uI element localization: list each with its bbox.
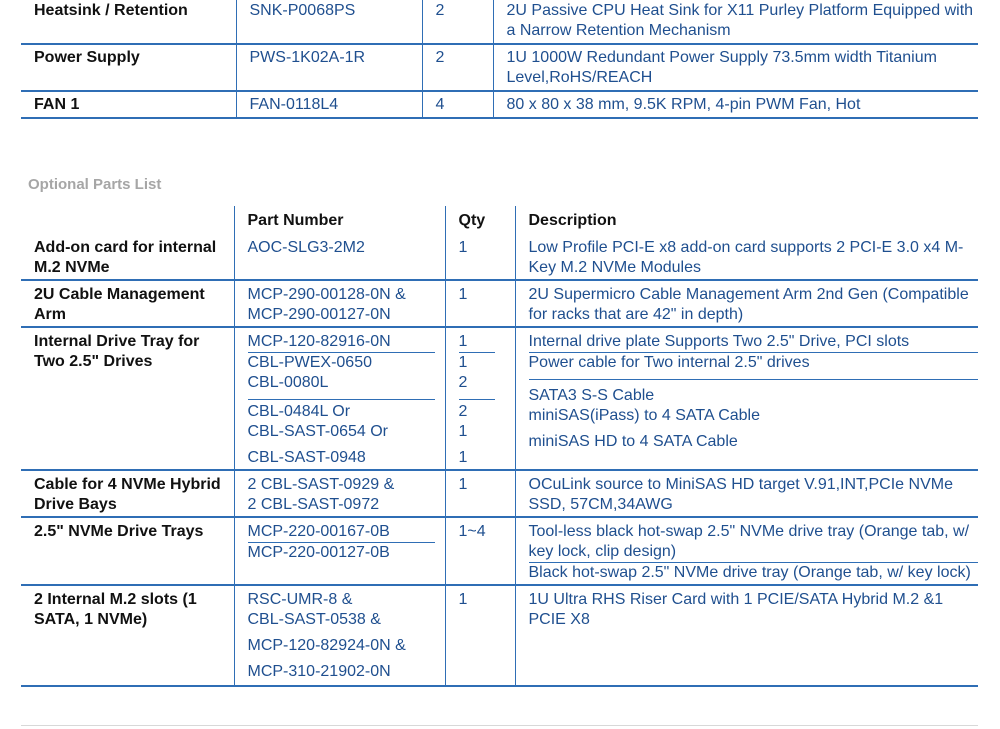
desc-line: 1U Ultra RHS Riser Card with 1 PCIE/SATA Hybrid M.2 &1 PCIE X8 <box>528 591 944 628</box>
table-row <box>21 585 978 686</box>
part-line: 2 CBL-SAST-0929 & <box>247 476 395 493</box>
table-row <box>21 0 978 44</box>
desc-line: Low Profile PCI-E x8 add-on card supports 2 PCI-E 3.0 x4 M-Key M.2 NVMe Modules <box>528 239 964 276</box>
qty-line: 2 <box>458 403 468 420</box>
table-row <box>21 327 978 470</box>
part-number: PWS-1K02A-1R <box>236 44 422 91</box>
part-number <box>234 517 445 585</box>
description <box>515 327 978 470</box>
part-line: MCP-290-00127-0N <box>247 306 391 323</box>
row-label: 2U Cable Management Arm <box>21 280 234 327</box>
description <box>515 470 978 517</box>
part-line: AOC-SLG3-2M2 <box>247 239 365 256</box>
optional-parts-table <box>21 206 978 687</box>
row-label: Cable for 4 NVMe Hybrid Drive Bays <box>21 470 234 517</box>
table-header <box>21 206 978 234</box>
desc-line: miniSAS HD to 4 SATA Cable <box>528 433 738 450</box>
qty-line: 1 <box>458 449 468 466</box>
part-number <box>234 470 445 517</box>
desc-line: 2U Supermicro Cable Management Arm 2nd Gen (Compatible for racks that are 42" in depth) <box>528 286 969 323</box>
part-line: MCP-220-00167-0B <box>248 522 435 543</box>
section-title: Optional Parts List <box>28 176 162 193</box>
part-line: RSC-UMR-8 & <box>247 591 353 608</box>
table-row <box>21 91 978 118</box>
table-row <box>21 280 978 327</box>
table-row <box>21 517 978 585</box>
qty-line: 1 <box>458 286 468 303</box>
row-label: Add-on card for internal M.2 NVMe <box>21 234 234 280</box>
part-line: 2 CBL-SAST-0972 <box>247 496 380 513</box>
part-line: CBL-SAST-0538 & <box>247 611 381 628</box>
desc-line: Internal drive plate Supports Two 2.5" Drive, PCI slots <box>529 332 979 353</box>
description <box>515 517 978 585</box>
row-label: Internal Drive Tray for Two 2.5" Drives <box>21 327 234 470</box>
qty: 2 <box>422 44 493 91</box>
table-row <box>21 470 978 517</box>
qty <box>445 280 515 327</box>
qty-line: 1 <box>458 239 468 256</box>
part-number: FAN-0118L4 <box>236 91 422 118</box>
qty-line: 1 <box>458 354 468 371</box>
qty-line: 2 <box>459 373 495 400</box>
qty-line: 1 <box>458 476 468 493</box>
part-line: MCP-120-82924-0N & <box>247 637 406 654</box>
desc-line: OCuLink source to MiniSAS HD target V.91,INT,PCIe NVMe SSD, 57CM,34AWG <box>528 476 953 513</box>
qty <box>445 470 515 517</box>
qty: 2 <box>422 0 493 44</box>
description <box>515 234 978 280</box>
part-line: MCP-220-00127-0B <box>247 544 390 561</box>
header-qty: Qty <box>445 206 515 234</box>
description: 2U Passive CPU Heat Sink for X11 Purley Platform Equipped with a Narrow Retention Mechanism <box>493 0 978 44</box>
header-part-number: Part Number <box>234 206 445 234</box>
qty: 4 <box>422 91 493 118</box>
qty <box>445 585 515 686</box>
desc-line: SATA3 S-S Cable <box>528 387 655 404</box>
part-number <box>234 234 445 280</box>
part-number: SNK-P0068PS <box>236 0 422 44</box>
part-line: CBL-SAST-0654 Or <box>247 423 388 440</box>
header-description: Description <box>515 206 978 234</box>
part-number <box>234 585 445 686</box>
divider <box>21 725 978 726</box>
row-label: Heatsink / Retention <box>21 0 236 44</box>
desc-line: miniSAS(iPass) to 4 SATA Cable <box>528 407 760 424</box>
row-label: FAN 1 <box>21 91 236 118</box>
desc-line: Tool-less black hot-swap 2.5" NVMe drive tray (Orange tab, w/ key lock, clip design) <box>529 522 979 563</box>
table-row <box>21 44 978 91</box>
part-line: CBL-0484L Or <box>247 403 351 420</box>
qty <box>445 327 515 470</box>
part-line: MCP-310-21902-0N <box>247 663 391 680</box>
row-label: Power Supply <box>21 44 236 91</box>
part-line: CBL-SAST-0948 <box>247 449 366 466</box>
row-label: 2 Internal M.2 slots (1 SATA, 1 NVMe) <box>21 585 234 686</box>
desc-line: Power cable for Two internal 2.5" drives <box>529 353 979 380</box>
part-line: MCP-120-82916-0N <box>248 332 435 353</box>
description <box>515 585 978 686</box>
header-blank <box>21 206 234 234</box>
part-line: CBL-PWEX-0650 <box>247 354 372 371</box>
description <box>515 280 978 327</box>
part-line: CBL-0080L <box>248 373 435 400</box>
qty-line: 1 <box>458 423 468 440</box>
qty <box>445 234 515 280</box>
desc-line: Black hot-swap 2.5" NVMe drive tray (Orange tab, w/ key lock) <box>528 564 971 581</box>
description: 1U 1000W Redundant Power Supply 73.5mm width Titanium Level,RoHS/REACH <box>493 44 978 91</box>
part-line: MCP-290-00128-0N & <box>247 286 406 303</box>
table-row <box>21 234 978 280</box>
spec-parts-table <box>21 0 978 119</box>
qty <box>445 517 515 585</box>
qty-line: 1~4 <box>458 523 486 540</box>
part-number <box>234 280 445 327</box>
qty-line: 1 <box>459 332 495 353</box>
qty-line: 1 <box>458 591 468 608</box>
part-number <box>234 327 445 470</box>
row-label: 2.5" NVMe Drive Trays <box>21 517 234 585</box>
description: 80 x 80 x 38 mm, 9.5K RPM, 4-pin PWM Fan, Hot <box>493 91 978 118</box>
